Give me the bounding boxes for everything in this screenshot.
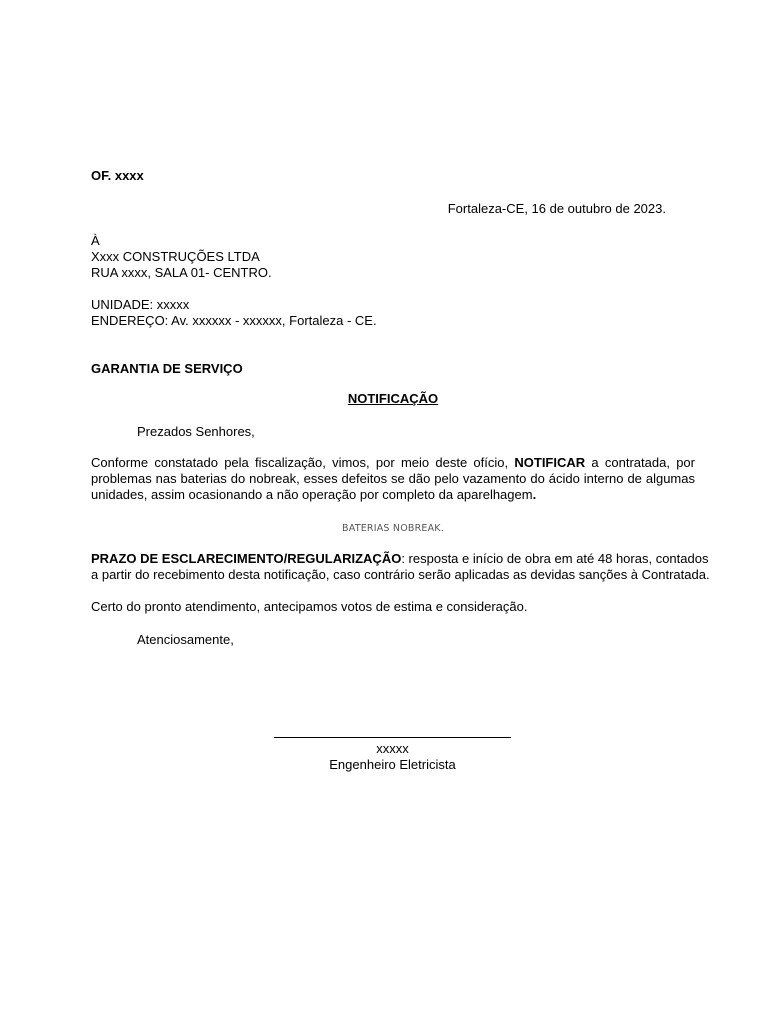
recipient-company: Xxxx CONSTRUÇÕES LTDA <box>91 249 260 264</box>
unit-block <box>91 297 377 329</box>
unit-address: ENDEREÇO: Av. xxxxxx - xxxxxx, Fortaleza - CE. <box>91 313 377 328</box>
deadline-text: : resposta e início de obra em até 48 horas, contados <box>401 551 709 566</box>
paragraph-text-end: a contratada, por problemas nas baterias do nobreak, esses defeitos se dão pelo vazamento do ácido interno de algumas unidades, assim ocasionando a não operação por completo da aparelhagem <box>91 455 695 502</box>
closing-sentence: Certo do pronto atendimento, antecipamos votos de estima e consideração. <box>91 599 528 614</box>
signatory-role: Engenheiro Eletricista <box>329 757 456 772</box>
salutation: Prezados Senhores, <box>137 424 255 439</box>
subject-heading: GARANTIA DE SERVIÇO <box>91 361 243 376</box>
place-and-date: Fortaleza-CE, 16 de outubro de 2023. <box>447 201 666 216</box>
paragraph-end-mark: . <box>532 487 537 502</box>
office-reference: OF. xxxx <box>91 168 144 183</box>
notification-title: NOTIFICAÇÃO <box>347 391 439 406</box>
recipient-street: RUA xxxx, SALA 01- CENTRO. <box>91 265 272 280</box>
notify-emphasis: NOTIFICAR <box>514 455 586 470</box>
regards: Atenciosamente, <box>137 632 234 647</box>
recipient-block <box>91 233 272 281</box>
paragraph-text-start: Conforme constatado pela fiscalização, vimos, por meio deste ofício, <box>91 455 515 470</box>
image-caption: BATERIAS NOBREAK. <box>342 523 444 534</box>
deadline-line-2: a partir do recebimento desta notificação, caso contrário serão aplicadas as devidas sanções à Contratada. <box>91 567 710 582</box>
recipient-to: À <box>91 233 100 248</box>
deadline-label: PRAZO DE ESCLARECIMENTO/REGULARIZAÇÃO <box>91 551 402 566</box>
deadline-line-1 <box>91 551 709 567</box>
notification-paragraph <box>91 455 695 503</box>
signatory-name: xxxxx <box>376 741 409 756</box>
signature-line <box>274 737 511 738</box>
unit-name: UNIDADE: xxxxx <box>91 297 190 312</box>
deadline-paragraph <box>91 551 710 583</box>
